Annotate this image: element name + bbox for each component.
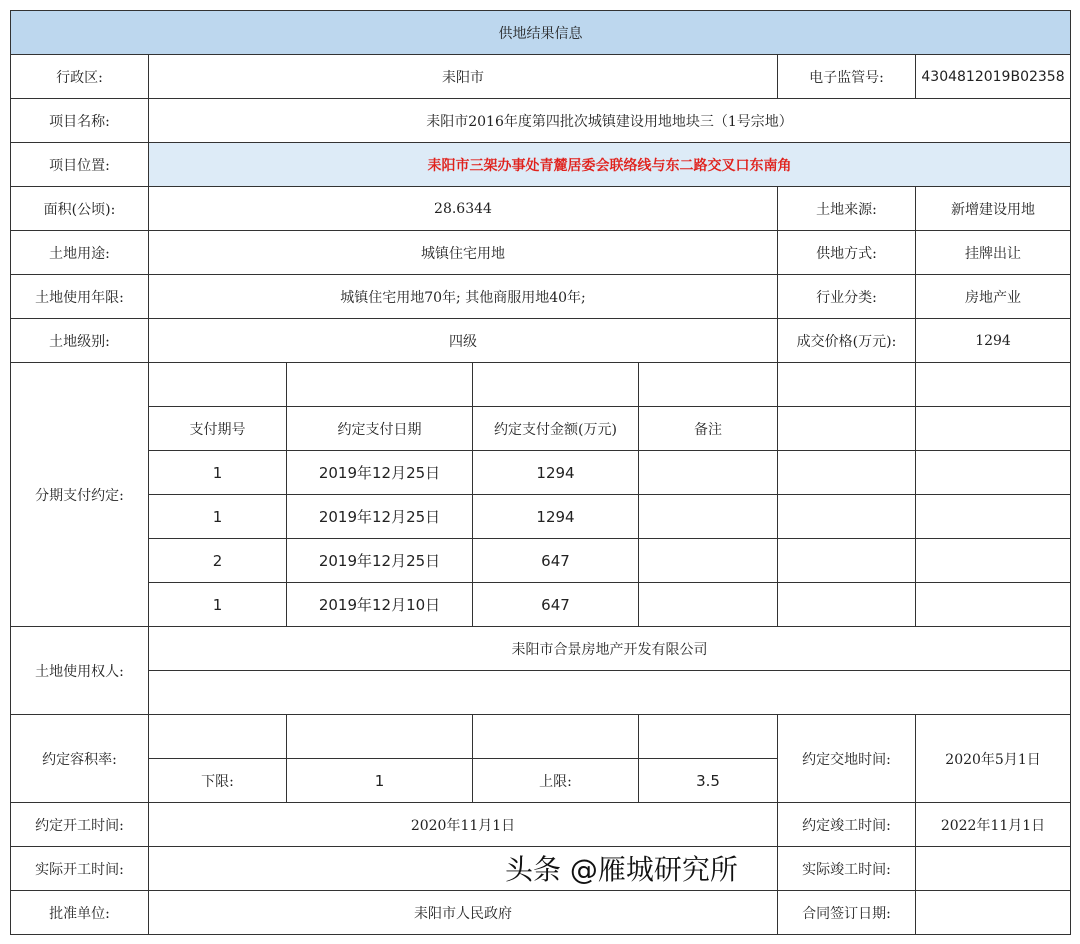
value: 2020年5月1日	[916, 715, 1071, 803]
installment-row	[11, 583, 1071, 627]
value: 房地产业	[916, 275, 1071, 319]
installment-note	[639, 495, 778, 539]
label: 土地使用权人:	[11, 627, 149, 715]
table-row	[11, 275, 1071, 319]
column-header: 约定支付日期	[287, 407, 473, 451]
label: 行业分类:	[778, 275, 916, 319]
brand-watermark: 头条 @雁城研究所	[505, 853, 738, 886]
installment-row	[11, 539, 1071, 583]
installment-note	[639, 583, 778, 627]
installment-date: 2019年12月25日	[287, 451, 473, 495]
label: 土地来源:	[778, 187, 916, 231]
installment-date: 2019年12月10日	[287, 583, 473, 627]
value: 耒阳市合景房地产开发有限公司	[149, 627, 1071, 671]
column-header: 备注	[639, 407, 778, 451]
installment-amount: 1294	[473, 451, 639, 495]
value: 耒阳市	[149, 55, 778, 99]
table-row	[11, 143, 1071, 187]
value: 新增建设用地	[916, 187, 1071, 231]
label: 约定开工时间:	[11, 803, 149, 847]
label: 行政区:	[11, 55, 149, 99]
value: 2022年11月1日	[916, 803, 1071, 847]
installment-date: 2019年12月25日	[287, 495, 473, 539]
value: 耒阳市人民政府	[149, 891, 778, 935]
table-row	[11, 187, 1071, 231]
table-row	[11, 55, 1071, 99]
installment-no: 1	[149, 451, 287, 495]
installment-no: 1	[149, 495, 287, 539]
value: 1	[287, 759, 473, 803]
value: 3.5	[639, 759, 778, 803]
label: 分期支付约定:	[11, 363, 149, 627]
value: 城镇住宅用地70年; 其他商服用地40年;	[149, 275, 778, 319]
installment-date: 2019年12月25日	[287, 539, 473, 583]
installment-header-row	[11, 407, 1071, 451]
label: 实际竣工时间:	[778, 847, 916, 891]
value: 耒阳市三架办事处青麓居委会联络线与东二路交叉口东南角	[149, 143, 1071, 187]
value	[149, 847, 778, 891]
column-header: 支付期号	[149, 407, 287, 451]
table-row	[11, 891, 1071, 935]
label: 约定容积率:	[11, 715, 149, 803]
table-row	[11, 363, 1071, 407]
table-row	[11, 627, 1071, 671]
column-header: 约定支付金额(万元)	[473, 407, 639, 451]
label: 约定交地时间:	[778, 715, 916, 803]
table-row	[11, 715, 1071, 759]
label: 上限:	[473, 759, 639, 803]
value	[916, 891, 1071, 935]
label: 项目名称:	[11, 99, 149, 143]
label: 成交价格(万元):	[778, 319, 916, 363]
label: 约定竣工时间:	[778, 803, 916, 847]
installment-note	[639, 451, 778, 495]
value: 28.6344	[149, 187, 778, 231]
value: 4304812019B02358	[916, 55, 1071, 99]
label: 合同签订日期:	[778, 891, 916, 935]
value: 2020年11月1日	[149, 803, 778, 847]
table-row	[11, 803, 1071, 847]
label: 面积(公顷):	[11, 187, 149, 231]
installment-row	[11, 451, 1071, 495]
label: 项目位置:	[11, 143, 149, 187]
table-row	[11, 319, 1071, 363]
label: 土地使用年限:	[11, 275, 149, 319]
value: 挂牌出让	[916, 231, 1071, 275]
label: 下限:	[149, 759, 287, 803]
installment-no: 2	[149, 539, 287, 583]
installment-amount: 647	[473, 583, 639, 627]
table-row	[11, 231, 1071, 275]
value: 城镇住宅用地	[149, 231, 778, 275]
land-supply-result-table	[10, 10, 1071, 935]
label: 批准单位:	[11, 891, 149, 935]
installment-amount: 647	[473, 539, 639, 583]
table-title: 供地结果信息	[11, 11, 1071, 55]
installment-row	[11, 495, 1071, 539]
label: 土地级别:	[11, 319, 149, 363]
installment-note	[639, 539, 778, 583]
value: 四级	[149, 319, 778, 363]
value: 1294	[916, 319, 1071, 363]
label: 供地方式:	[778, 231, 916, 275]
installment-amount: 1294	[473, 495, 639, 539]
table-row	[11, 99, 1071, 143]
installment-no: 1	[149, 583, 287, 627]
label: 土地用途:	[11, 231, 149, 275]
value: 耒阳市2016年度第四批次城镇建设用地地块三（1号宗地）	[149, 99, 1071, 143]
label: 电子监管号:	[778, 55, 916, 99]
value	[916, 847, 1071, 891]
table-row	[11, 847, 1071, 891]
label: 实际开工时间:	[11, 847, 149, 891]
